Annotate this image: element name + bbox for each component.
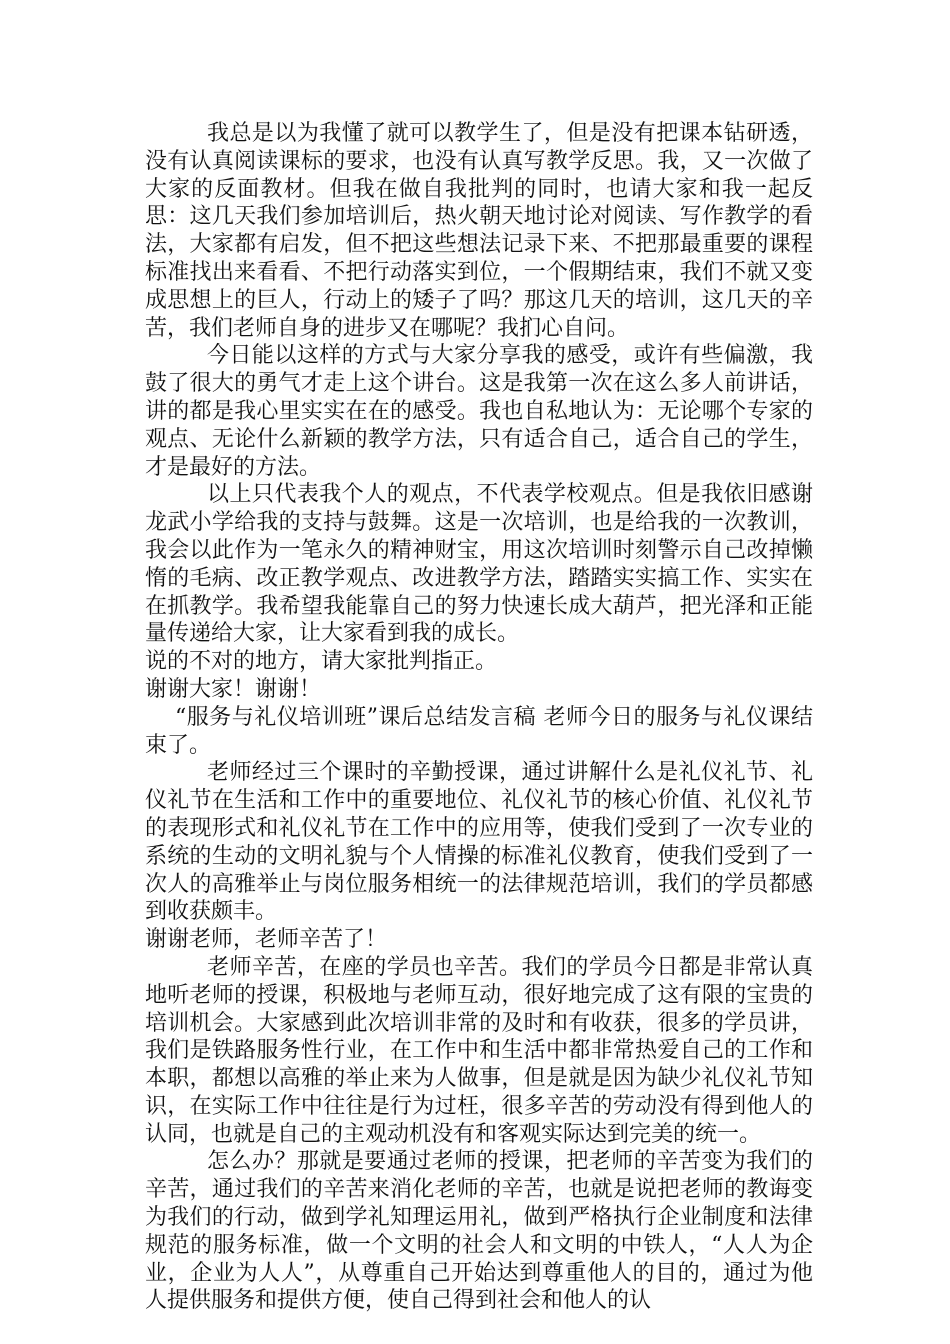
paragraph-thanks: 谢谢大家！谢谢！: [145, 676, 322, 702]
paragraph-correction-request: 说的不对的地方，请大家批判指正。: [145, 649, 498, 675]
paragraph-speech-heading: “服务与礼仪培训班”课后总结发言稿 老师今日的服务与礼仪课结束了。: [145, 704, 813, 758]
paragraph-personal-view: 以上只代表我个人的观点，不代表学校观点。但是我依旧感谢龙武小学给我的支持与鼓舞。这是一次培训，也是给我的一次教训，我会以此作为一笔永久的精神财宝，用这次培训时刻警示自己改掉懒惰的毛病、改正教学观点、改进教学方法，踏踏实实搞工作、实实在在抓教学。我希望我能靠自己的努力快速长成大葫芦，把光泽和正能量传递给大家，让大家看到我的成长。: [145, 482, 813, 647]
paragraph-what-to-do: 怎么办？那就是要通过老师的授课，把老师的辛苦变为我们的辛苦，通过我们的辛苦来消化老师的辛苦，也就是说把老师的教诲变为我们的行动，做到学礼知理运用礼，做到严格执行企业制度和法律规范的服务标准，做一个文明的社会人和文明的中铁人，“人人为企业，企业为人人”，从尊重自己开始达到尊重他人的目的，通过为他人提供服务和提供方便，使自己得到社会和他人的认: [145, 1149, 813, 1314]
paragraph-sharing: 今日能以这样的方式与大家分享我的感受，或许有些偏激，我鼓了很大的勇气才走上这个讲台。这是我第一次在这么多人前讲话，讲的都是我心里实实在在的感受。我也自私地认为：无论哪个专家的观点、无论什么新颖的教学方法，只有适合自己，适合自己的学生，才是最好的方法。: [145, 343, 813, 480]
paragraph-thanks-teacher: 谢谢老师，老师辛苦了！: [145, 927, 388, 953]
paragraph-student-feedback: 老师辛苦，在座的学员也辛苦。我们的学员今日都是非常认真地听老师的授课，积极地与老师互动，很好地完成了这有限的宝贵的培训机会。大家感到此次培训非常的及时和有收获，很多的学员讲，我们是铁路服务性行业，在工作中和生活中都非常热爱自己的工作和本职，都想以高雅的举止来为人做事，但是就是因为缺少礼仪礼节知识，在实际工作中往往是行为过枉，很多辛苦的劳动没有得到他人的认同，也就是自己的主观动机没有和客观实际达到完美的统一。: [145, 954, 813, 1147]
paragraph-reflection: 我总是以为我懂了就可以教学生了，但是没有把课本钻研透，没有认真阅读课标的要求，也没有认真写教学反思。我，又一次做了大家的反面教材。但我在做自我批判的同时，也请大家和我一起反思：这几天我们参加培训后，热火朝天地讨论对阅读、写作教学的看法，大家都有启发，但不把这些想法记录下来、不把那最重要的课程标准找出来看看、不把行动落实到位，一个假期结束，我们不就又变成思想上的巨人，行动上的矮子了吗？那这几天的培训，这几天的辛苦，我们老师自身的进步又在哪呢？我扪心自问。: [145, 121, 813, 341]
paragraph-course-summary: 老师经过三个课时的辛勤授课，通过讲解什么是礼仪礼节、礼仪礼节在生活和工作中的重要地位、礼仪礼节的核心价值、礼仪礼节的表现形式和礼仪礼节在工作中的应用等，使我们受到了一次专业的系统的生动的文明礼貌与个人情操的标准礼仪教育，使我们受到了一次人的高雅举止与岗位服务相统一的法律规范培训，我们的学员都感到收获颇丰。: [145, 760, 813, 925]
document-body: [145, 120, 813, 1315]
